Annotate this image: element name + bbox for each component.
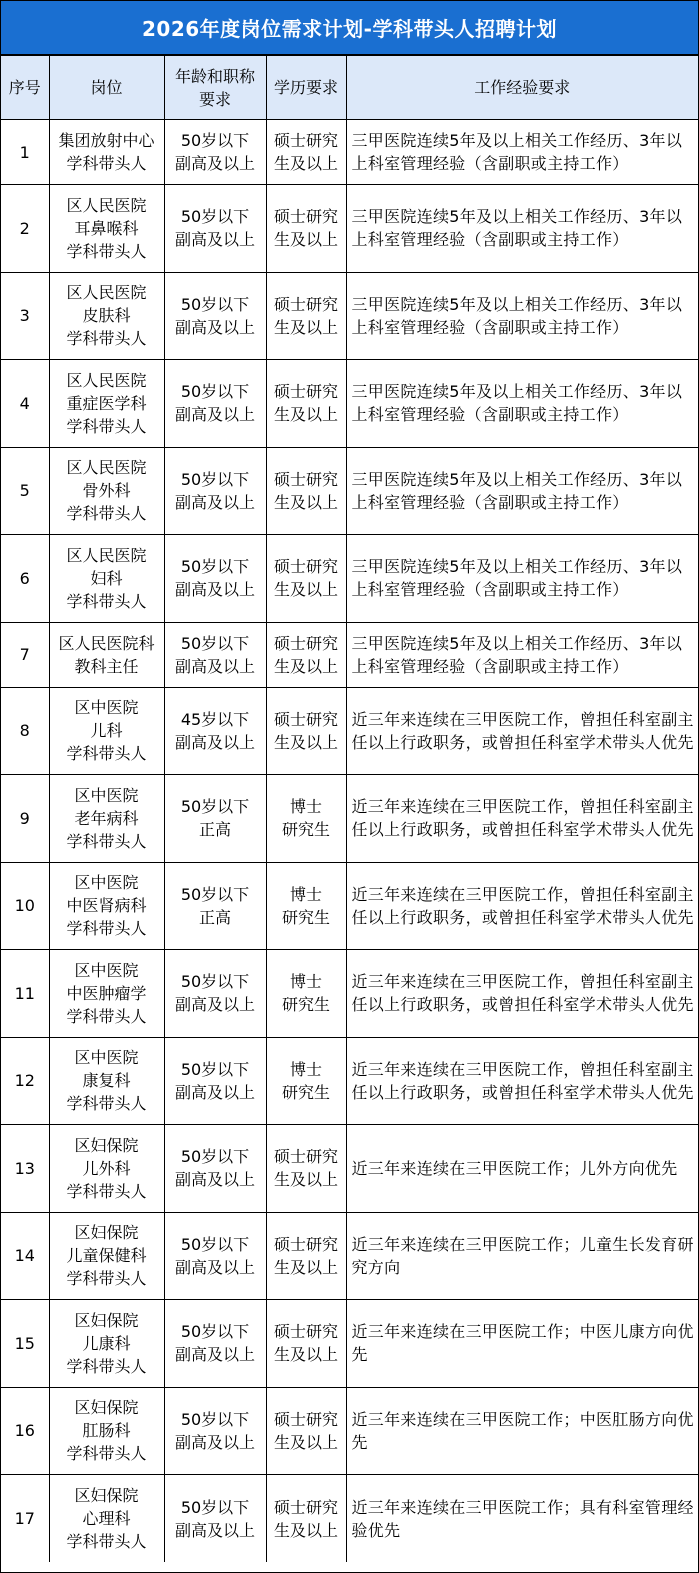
cell-education: 硕士研究 生及以上 <box>266 1125 346 1213</box>
cell-position: 区妇保院 肛肠科 学科带头人 <box>49 1387 164 1475</box>
cell-experience: 近三年来连续在三甲医院工作；中医儿康方向优先 <box>346 1300 698 1388</box>
cell-education: 硕士研究 生及以上 <box>266 1212 346 1300</box>
cell-education: 硕士研究 生及以上 <box>266 1300 346 1388</box>
table-row <box>1 1387 698 1475</box>
cell-education: 硕士研究 生及以上 <box>266 185 346 273</box>
cell-experience: 近三年来连续在三甲医院工作；具有科室管理经验优先 <box>346 1475 698 1563</box>
table-row <box>1 447 698 535</box>
cell-experience: 近三年来连续在三甲医院工作，曾担任科室副主任以上行政职务，或曾担任科室学术带头人优先 <box>346 862 698 950</box>
header-experience: 工作经验要求 <box>346 56 698 120</box>
header-age-title <box>164 56 266 120</box>
cell-index: 7 <box>1 622 49 687</box>
page-title: 2026年度岗位需求计划-学科带头人招聘计划 <box>1 1 698 55</box>
table-row <box>1 185 698 273</box>
header-education: 学历要求 <box>266 56 346 120</box>
table-row <box>1 360 698 448</box>
cell-position: 区妇保院 儿外科 学科带头人 <box>49 1125 164 1213</box>
cell-position: 区中医院 中医肾病科 学科带头人 <box>49 862 164 950</box>
cell-age-title: 50岁以下 副高及以上 <box>164 185 266 273</box>
table-row <box>1 120 698 185</box>
cell-index: 15 <box>1 1300 49 1388</box>
cell-experience: 近三年来连续在三甲医院工作，曾担任科室副主任以上行政职务，或曾担任科室学术带头人优先 <box>346 687 698 775</box>
cell-index: 17 <box>1 1475 49 1563</box>
table-row <box>1 272 698 360</box>
cell-age-title: 50岁以下 副高及以上 <box>164 535 266 623</box>
cell-experience: 近三年来连续在三甲医院工作，曾担任科室副主任以上行政职务，或曾担任科室学术带头人优先 <box>346 1037 698 1125</box>
cell-position: 区人民医院 妇科 学科带头人 <box>49 535 164 623</box>
cell-position: 区人民医院科 教科主任 <box>49 622 164 687</box>
header-position: 岗位 <box>49 56 164 120</box>
cell-age-title: 50岁以下 副高及以上 <box>164 1387 266 1475</box>
cell-index: 5 <box>1 447 49 535</box>
table-body <box>1 120 698 1563</box>
cell-experience: 三甲医院连续5年及以上相关工作经历、3年以上科室管理经验（含副职或主持工作） <box>346 360 698 448</box>
header-index: 序号 <box>1 56 49 120</box>
cell-education: 博士 研究生 <box>266 862 346 950</box>
cell-index: 10 <box>1 862 49 950</box>
cell-education: 硕士研究 生及以上 <box>266 447 346 535</box>
cell-education: 硕士研究 生及以上 <box>266 1475 346 1563</box>
cell-age-title: 50岁以下 正高 <box>164 862 266 950</box>
cell-position: 区妇保院 儿童保健科 学科带头人 <box>49 1212 164 1300</box>
cell-experience: 近三年来连续在三甲医院工作；儿童生长发育研究方向 <box>346 1212 698 1300</box>
table-row <box>1 1212 698 1300</box>
cell-education: 博士 研究生 <box>266 1037 346 1125</box>
cell-index: 11 <box>1 950 49 1038</box>
cell-age-title: 50岁以下 副高及以上 <box>164 1475 266 1563</box>
cell-experience: 三甲医院连续5年及以上相关工作经历、3年以上科室管理经验（含副职或主持工作） <box>346 447 698 535</box>
cell-position: 区人民医院 重症医学科 学科带头人 <box>49 360 164 448</box>
cell-position: 区中医院 中医肿瘤学 学科带头人 <box>49 950 164 1038</box>
table-row <box>1 950 698 1038</box>
cell-education: 硕士研究 生及以上 <box>266 360 346 448</box>
cell-education: 博士 研究生 <box>266 950 346 1038</box>
cell-age-title: 50岁以下 副高及以上 <box>164 950 266 1038</box>
cell-education: 博士 研究生 <box>266 775 346 863</box>
cell-age-title: 50岁以下 副高及以上 <box>164 272 266 360</box>
cell-age-title: 50岁以下 正高 <box>164 775 266 863</box>
cell-experience: 三甲医院连续5年及以上相关工作经历、3年以上科室管理经验（含副职或主持工作） <box>346 622 698 687</box>
table-row <box>1 535 698 623</box>
cell-age-title: 50岁以下 副高及以上 <box>164 622 266 687</box>
cell-index: 16 <box>1 1387 49 1475</box>
cell-index: 3 <box>1 272 49 360</box>
cell-age-title: 45岁以下 副高及以上 <box>164 687 266 775</box>
cell-experience: 三甲医院连续5年及以上相关工作经历、3年以上科室管理经验（含副职或主持工作） <box>346 120 698 185</box>
header-age-title-text: 年龄和职称要求 <box>174 66 255 109</box>
cell-index: 1 <box>1 120 49 185</box>
cell-experience: 三甲医院连续5年及以上相关工作经历、3年以上科室管理经验（含副职或主持工作） <box>346 272 698 360</box>
cell-position: 区中医院 老年病科 学科带头人 <box>49 775 164 863</box>
cell-index: 8 <box>1 687 49 775</box>
cell-index: 9 <box>1 775 49 863</box>
cell-index: 2 <box>1 185 49 273</box>
cell-education: 硕士研究 生及以上 <box>266 622 346 687</box>
cell-experience: 近三年来连续在三甲医院工作，曾担任科室副主任以上行政职务，或曾担任科室学术带头人优先 <box>346 950 698 1038</box>
cell-age-title: 50岁以下 副高及以上 <box>164 1300 266 1388</box>
cell-index: 6 <box>1 535 49 623</box>
cell-index: 4 <box>1 360 49 448</box>
cell-education: 硕士研究 生及以上 <box>266 687 346 775</box>
cell-age-title: 50岁以下 副高及以上 <box>164 1125 266 1213</box>
cell-experience: 近三年来连续在三甲医院工作；儿外方向优先 <box>346 1125 698 1213</box>
table-row <box>1 622 698 687</box>
table-row <box>1 1475 698 1563</box>
cell-age-title: 50岁以下 副高及以上 <box>164 360 266 448</box>
cell-education: 硕士研究 生及以上 <box>266 120 346 185</box>
cell-experience: 三甲医院连续5年及以上相关工作经历、3年以上科室管理经验（含副职或主持工作） <box>346 185 698 273</box>
cell-education: 硕士研究 生及以上 <box>266 272 346 360</box>
cell-age-title: 50岁以下 副高及以上 <box>164 1037 266 1125</box>
table-row <box>1 1037 698 1125</box>
recruitment-table <box>1 55 698 1562</box>
cell-position: 区妇保院 儿康科 学科带头人 <box>49 1300 164 1388</box>
cell-age-title: 50岁以下 副高及以上 <box>164 120 266 185</box>
cell-position: 区中医院 康复科 学科带头人 <box>49 1037 164 1125</box>
cell-education: 硕士研究 生及以上 <box>266 535 346 623</box>
table-row <box>1 1300 698 1388</box>
table-row <box>1 687 698 775</box>
cell-index: 13 <box>1 1125 49 1213</box>
table-row <box>1 775 698 863</box>
cell-experience: 近三年来连续在三甲医院工作，曾担任科室副主任以上行政职务，或曾担任科室学术带头人优先 <box>346 775 698 863</box>
cell-position: 区人民医院 骨外科 学科带头人 <box>49 447 164 535</box>
header-row <box>1 56 698 120</box>
cell-education: 硕士研究 生及以上 <box>266 1387 346 1475</box>
cell-position: 集团放射中心 学科带头人 <box>49 120 164 185</box>
cell-position: 区人民医院 耳鼻喉科 学科带头人 <box>49 185 164 273</box>
cell-position: 区妇保院 心理科 学科带头人 <box>49 1475 164 1563</box>
cell-experience: 近三年来连续在三甲医院工作；中医肛肠方向优先 <box>346 1387 698 1475</box>
table-header <box>1 56 698 120</box>
cell-age-title: 50岁以下 副高及以上 <box>164 1212 266 1300</box>
table-row <box>1 1125 698 1213</box>
cell-age-title: 50岁以下 副高及以上 <box>164 447 266 535</box>
cell-index: 14 <box>1 1212 49 1300</box>
table-row <box>1 862 698 950</box>
cell-experience: 三甲医院连续5年及以上相关工作经历、3年以上科室管理经验（含副职或主持工作） <box>346 535 698 623</box>
cell-index: 12 <box>1 1037 49 1125</box>
cell-position: 区人民医院 皮肤科 学科带头人 <box>49 272 164 360</box>
cell-position: 区中医院 儿科 学科带头人 <box>49 687 164 775</box>
